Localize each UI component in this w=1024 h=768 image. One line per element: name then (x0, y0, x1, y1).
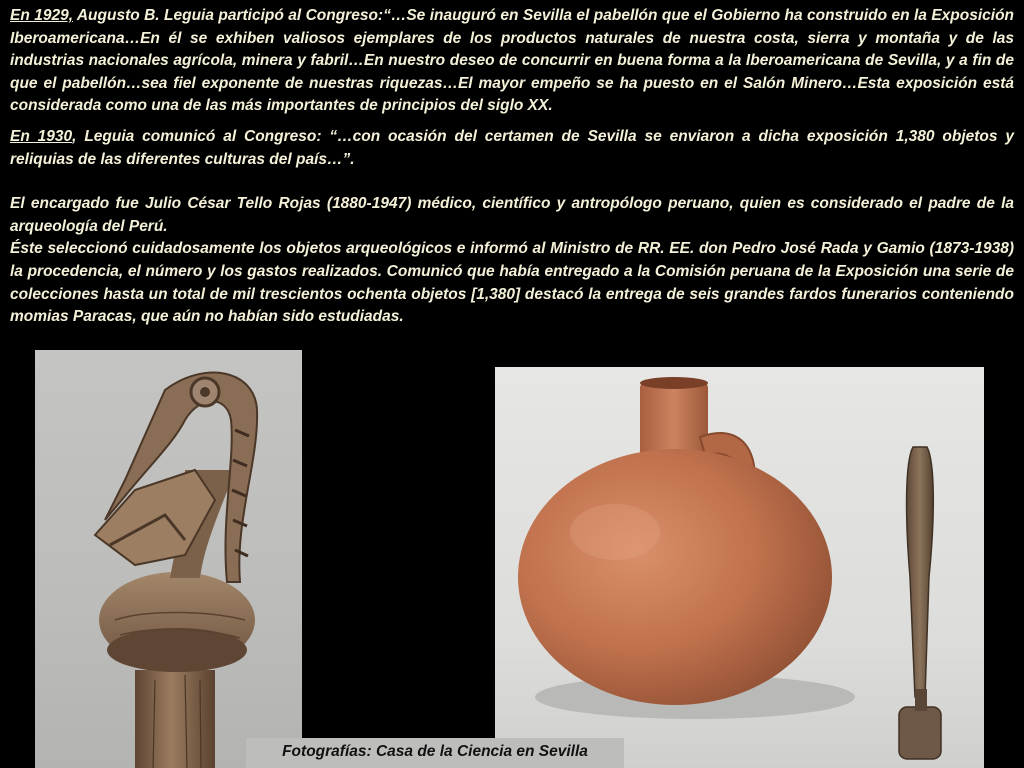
photo-ceramics (495, 367, 984, 768)
paragraph-1929-text: Augusto B. Leguia participó al Congreso:“…Se inauguró en Sevilla el pabellón que el Gobierno ha construido en la Exposición Iberoamericana…En él se exhiben valiosos ejemplares de los productos naturales de nuestra costa, sierra y montaña y de las industrias nacionales agrícola, minera y fabril…En nuestro deseo de concurrir en buena forma a la Iberoamericana de Sevilla, y a fin de que el pabellón…sea fiel exponente de nuestras riquezas…El mayor empeño se ha puesto en el Salón Minero…Esta exposición está considerada como una de las más importantes de principios del siglo XX. (10, 7, 1015, 115)
text-content (10, 5, 1014, 329)
date-1930: En 1930 (10, 127, 73, 145)
paragraph-1930 (10, 126, 1014, 171)
carved-bird-staff-image (35, 350, 302, 768)
date-1929: En 1929, (10, 7, 74, 24)
paragraph-selection: Éste seleccionó cuidadosamente los objetos arqueológicos e informó al Ministro de RR. EE. don Pedro José Rada y Gamio (1873-1938) la procedencia, el número y los gastos realizados. Comunicó que había entregado a la Comisión peruana de la Exposición una serie de colecciones hasta un total de mil trescientos ochenta objetos [1,380] destacó la entrega de seis grandes fardos funerarios conteniendo momias Paracas, que aún no habían sido estudiadas. (10, 240, 1014, 326)
paragraph-1929 (10, 5, 1014, 118)
paragraph-tello: El encargado fue Julio César Tello Rojas (1880-1947) médico, científico y antropólogo peruano, quien es considerado el padre de la arqueología del Perú. (10, 195, 1014, 235)
ceramic-vessel-and-tool-image (495, 367, 984, 768)
paragraph-1930-text: , Leguia comunicó al Congreso: “…con ocasión del certamen de Sevilla se enviaron a dicha exposición 1,380 objetos y reliquias de las diferentes culturas del país…”. (10, 127, 1014, 168)
photo-credit-caption: Fotografías: Casa de la Ciencia en Sevilla (246, 738, 624, 768)
photo-wooden-staff (35, 350, 302, 768)
